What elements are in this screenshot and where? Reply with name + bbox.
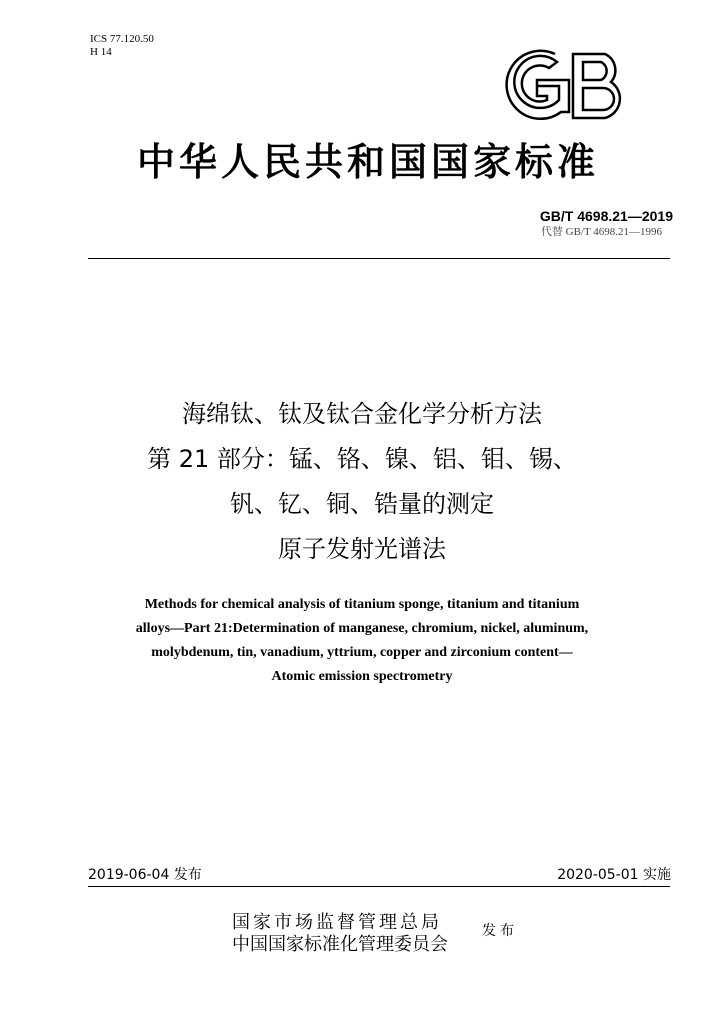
issuer-samr: 国家市场监督管理总局 bbox=[232, 912, 442, 933]
header-divider bbox=[88, 258, 670, 259]
ics-code: ICS 77.120.50 bbox=[90, 33, 154, 45]
chinese-title-line: 原子发射光谱法 bbox=[278, 535, 446, 563]
replaces-standard: 代替 GB/T 4698.21—1996 bbox=[540, 226, 662, 238]
english-title bbox=[0, 593, 724, 689]
chinese-title-line: 第 21 部分：锰、铬、镍、铝、钼、锡、 bbox=[147, 445, 577, 473]
national-standard-title: 中华人民共和国国家标准 bbox=[136, 139, 599, 184]
english-title-line: alloys—Part 21:Determination of manganese, chromium, nickel, aluminum, bbox=[135, 621, 589, 636]
ccs-code: H 14 bbox=[90, 46, 112, 58]
english-title-line: Methods for chemical analysis of titanium sponge, titanium and titanium bbox=[144, 597, 580, 612]
footer-divider bbox=[88, 886, 670, 887]
issue-date: 2019-06-04 发布 bbox=[88, 867, 202, 883]
publish-label: 发布 bbox=[482, 923, 518, 939]
issuer-sac: 中国国家标准化管理委员会 bbox=[232, 934, 448, 955]
issuing-authorities bbox=[232, 912, 448, 956]
gb-logo bbox=[493, 42, 633, 127]
chinese-title-line: 海绵钛、钛及钛合金化学分析方法 bbox=[182, 400, 542, 428]
implementation-date: 2020-05-01 实施 bbox=[557, 867, 671, 883]
classification-codes bbox=[90, 33, 154, 59]
standard-number: GB/T 4698.21—2019 bbox=[539, 208, 673, 224]
english-title-line: Atomic emission spectrometry bbox=[271, 669, 453, 684]
chinese-title-line: 钒、钇、铜、锆量的测定 bbox=[230, 490, 494, 518]
chinese-title bbox=[0, 392, 724, 572]
english-title-line: molybdenum, tin, vanadium, yttrium, copper and zirconium content— bbox=[151, 645, 573, 660]
